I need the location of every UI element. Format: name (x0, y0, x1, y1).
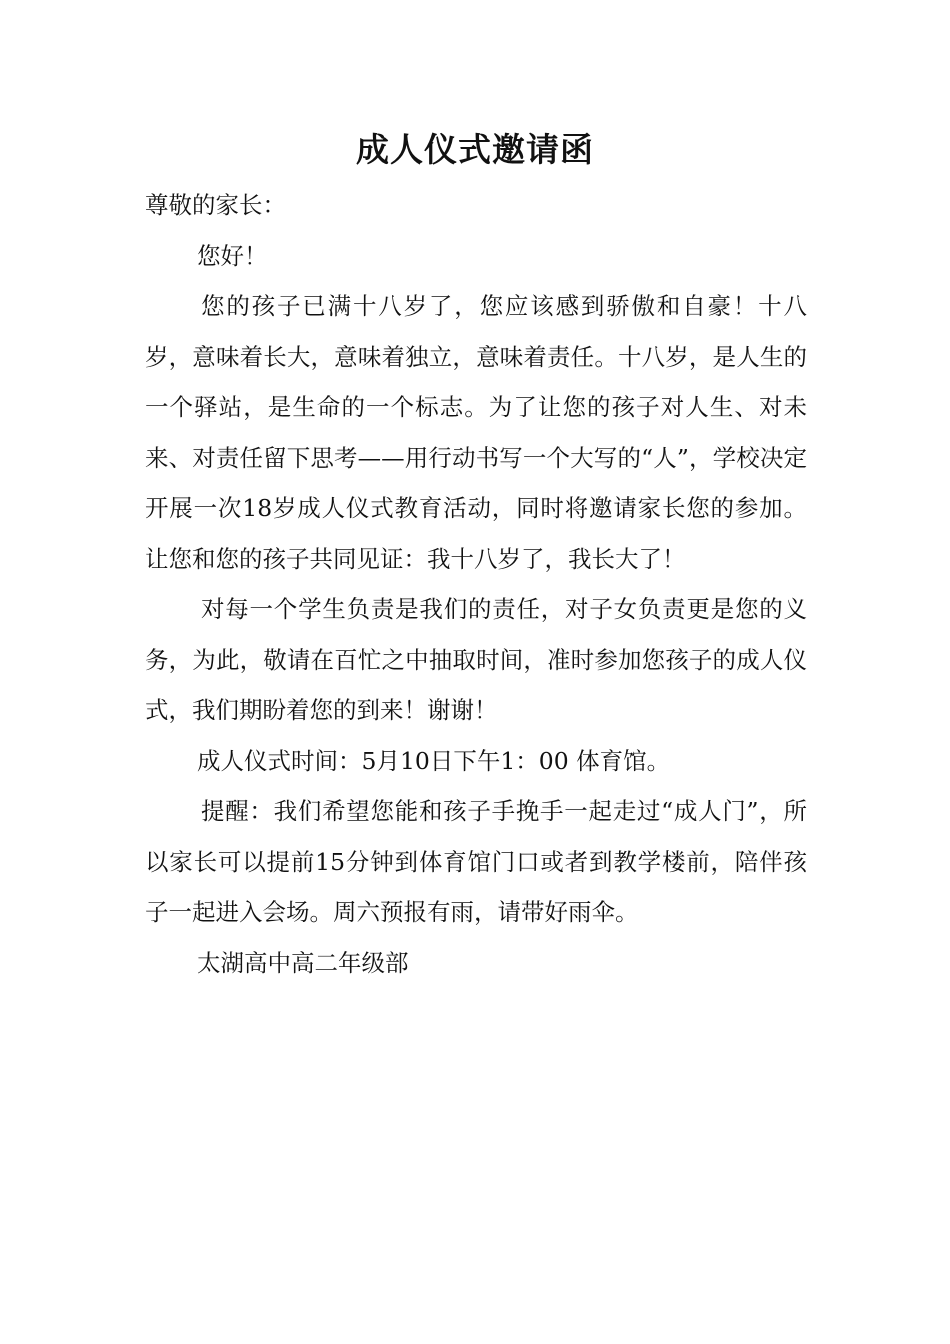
greeting: 您好！ (197, 241, 268, 270)
signature: 太湖高中高二年级部 (197, 948, 409, 977)
letter-title: 成人仪式邀请函 (356, 130, 594, 169)
paragraph-invitation: 您的孩子已满十八岁了，您应该感到骄傲和自豪！十八岁，意味着长大，意味着独立，意味着责任。十八岁，是人生的一个驿站，是生命的一个标志。为了让您的孩子对人生、对未来、对责任留下思考——用行动书写一个大写的“人”，学校决定开展一次18岁成人仪式教育活动，同时将邀请家长您的参加。让您和您的孩子共同见证：我十八岁了，我长大了！ (145, 292, 807, 573)
letter-body (145, 180, 807, 988)
salutation: 尊敬的家长： (145, 191, 286, 219)
ceremony-time: 成人仪式时间：5月10日下午1：00 体育馆。 (197, 746, 671, 775)
paragraph-responsibility: 对每一个学生负责是我们的责任，对子女负责更是您的义务，为此，敬请在百忙之中抽取时间，准时参加您孩子的成人仪式，我们期盼着您的到来！谢谢！ (145, 595, 807, 724)
reminder: 提醒：我们希望您能和孩子手挽手一起走过“成人门”，所以家长可以提前15分钟到体育馆门口或者到教学楼前，陪伴孩子一起进入会场。周六预报有雨，请带好雨伞。 (145, 797, 807, 926)
